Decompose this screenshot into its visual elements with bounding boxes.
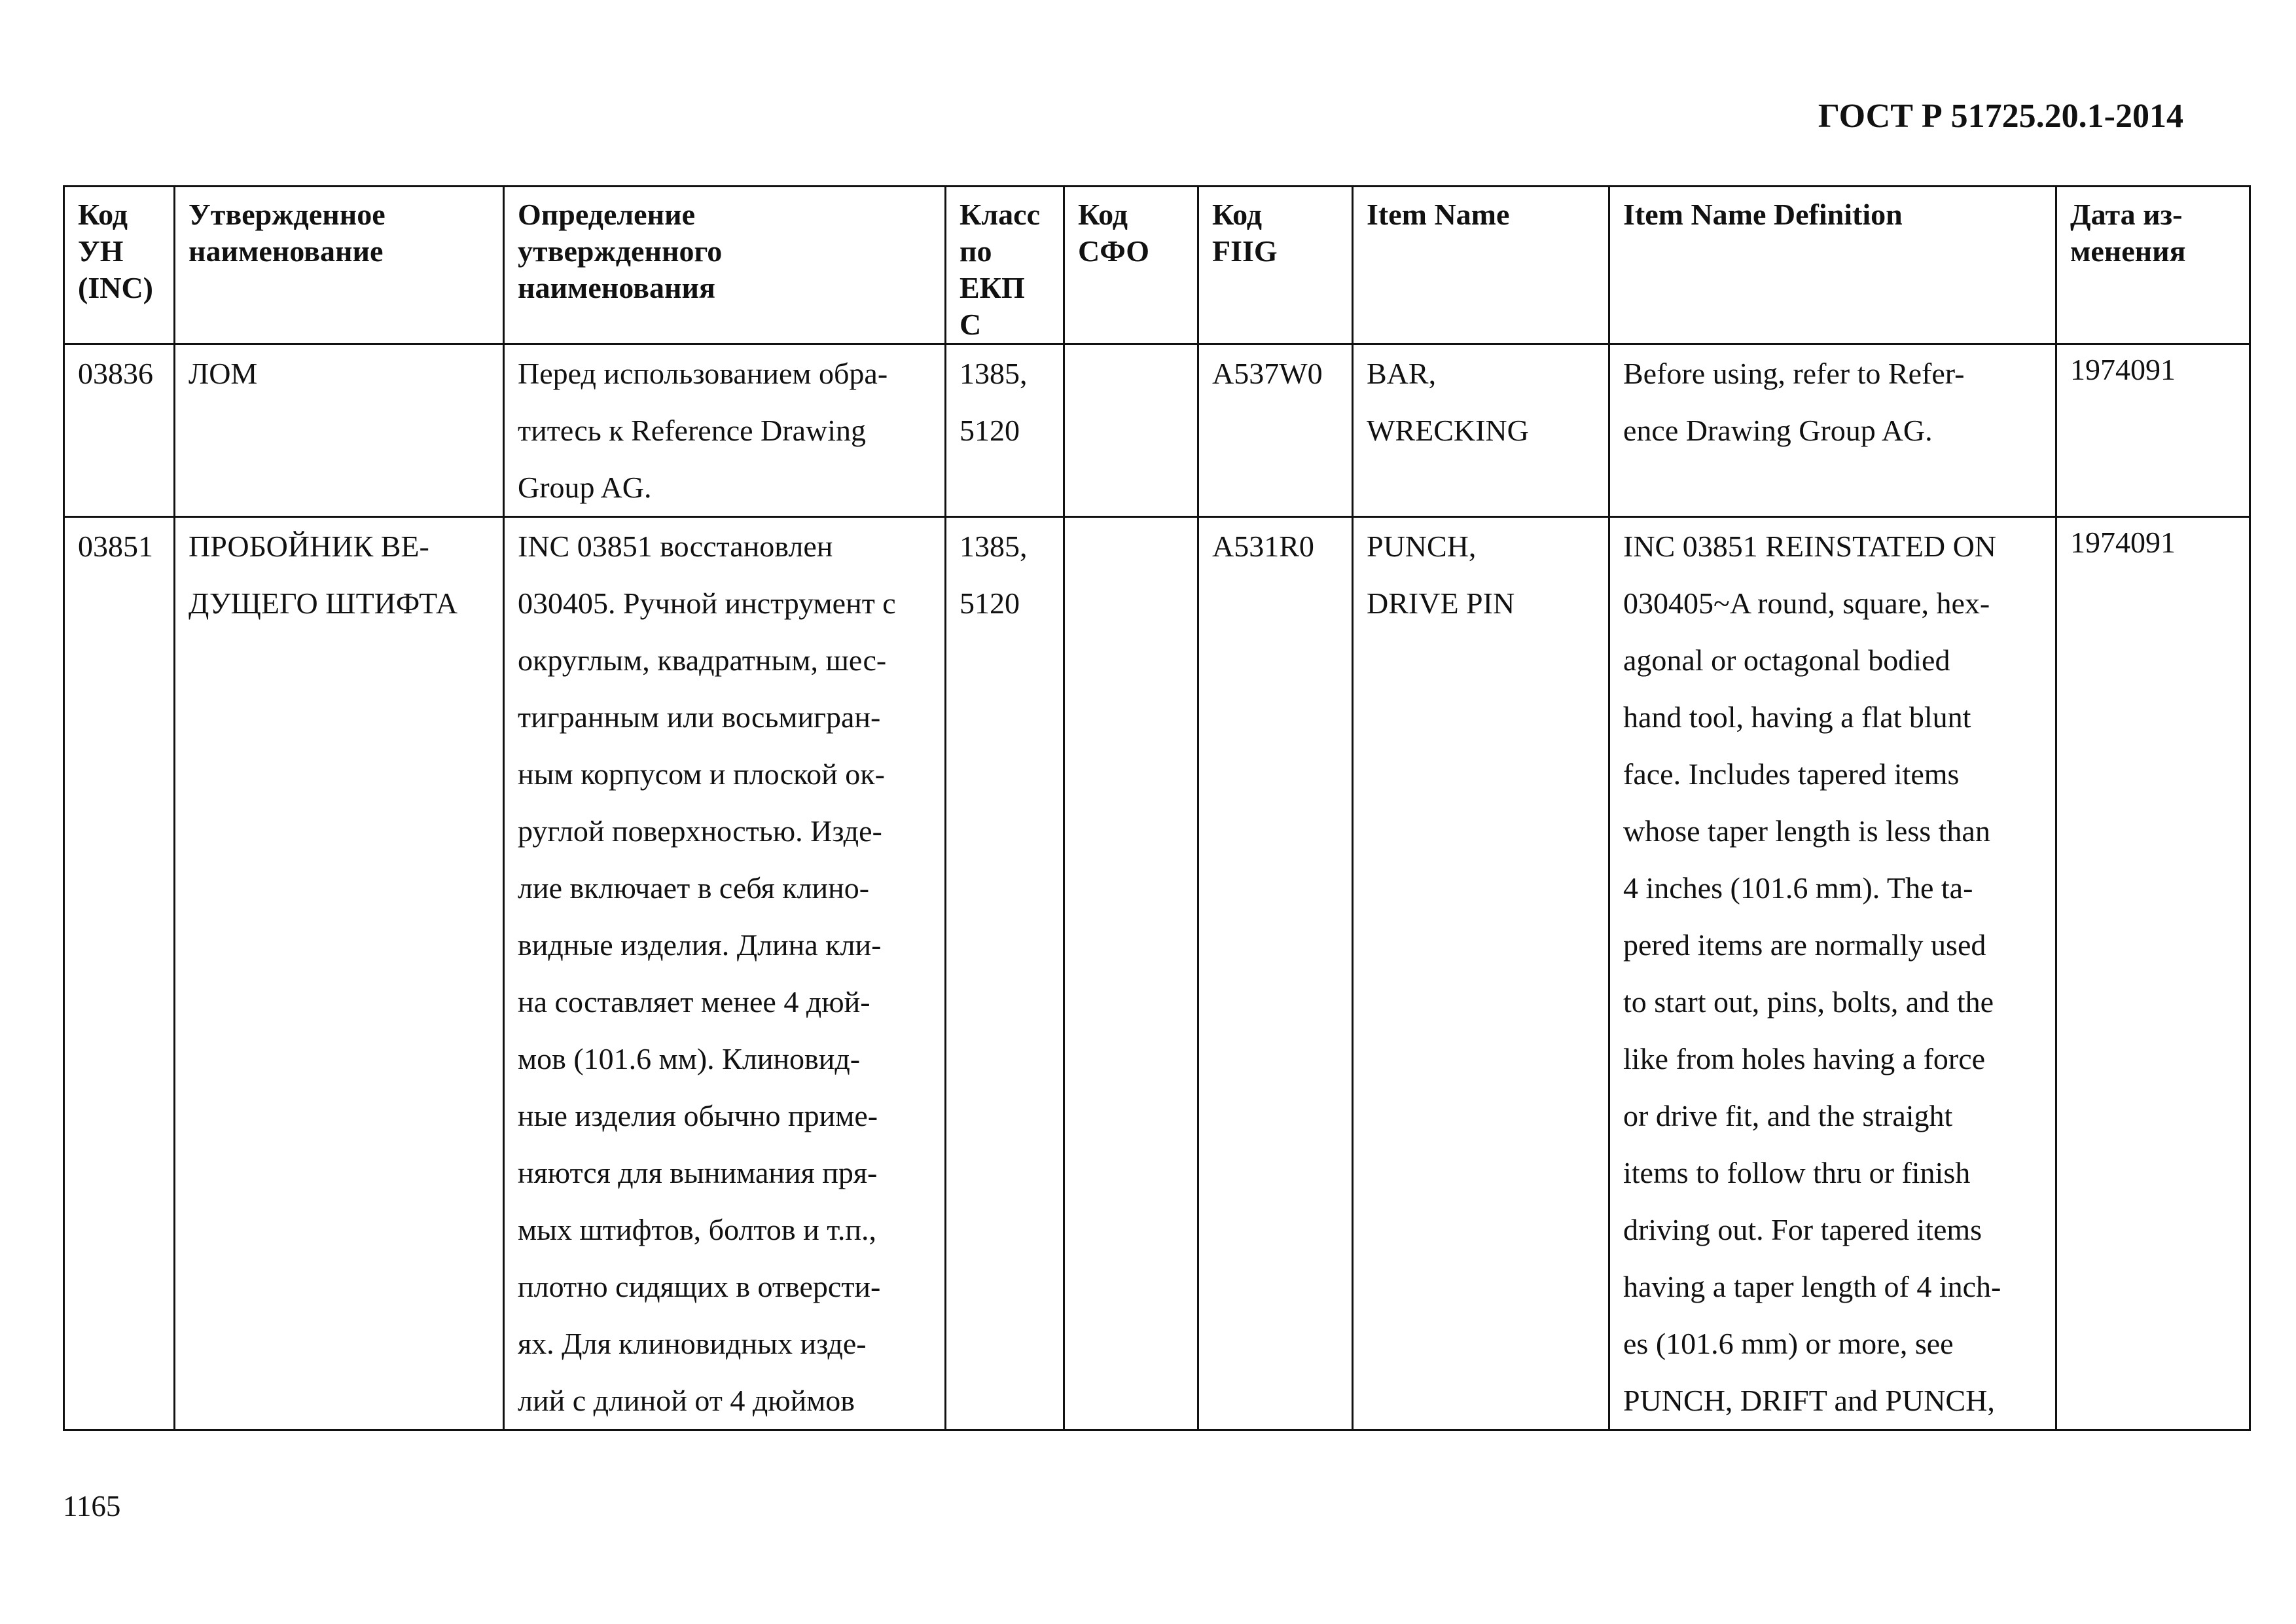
cell-fiig: A537W0 — [1198, 344, 1353, 517]
col-header-item-name-definition: Item Name Definition — [1609, 187, 2056, 344]
col-header-change-date: Дата из- менения — [2056, 187, 2250, 344]
item-names-table — [63, 185, 2251, 1431]
col-header-fiig: Код FIIG — [1198, 187, 1353, 344]
cell-name-definition: Перед использованием обра- титесь к Reference Drawing Group AG. — [504, 344, 946, 517]
col-header-sfo: Код СФО — [1064, 187, 1198, 344]
table-header-row — [64, 187, 2250, 344]
cell-sfo — [1064, 517, 1198, 1430]
cell-sfo — [1064, 344, 1198, 517]
cell-class: 1385, 5120 — [946, 344, 1064, 517]
col-header-approved-name: Утвержденное наименование — [175, 187, 504, 344]
cell-inc: 03851 — [64, 517, 175, 1430]
cell-approved-name: ПРОБОЙНИК ВЕ- ДУЩЕГО ШТИФТА — [175, 517, 504, 1430]
col-header-name-definition: Определение утвержденного наименования — [504, 187, 946, 344]
cell-item-name: BAR, WRECKING — [1353, 344, 1609, 517]
standard-designation: ГОСТ Р 51725.20.1-2014 — [1818, 98, 2183, 135]
cell-item-name-definition: Before using, refer to Refer- ence Drawing Group AG. — [1609, 344, 2056, 517]
table-row — [64, 517, 2250, 1430]
cell-change-date: 1974091 — [2056, 517, 2250, 1430]
cell-item-name: PUNCH, DRIVE PIN — [1353, 517, 1609, 1430]
table-row — [64, 344, 2250, 517]
col-header-inc: Код УН (INC) — [64, 187, 175, 344]
col-header-class: Класс по ЕКП С — [946, 187, 1064, 344]
cell-change-date: 1974091 — [2056, 344, 2250, 517]
page-number: 1165 — [63, 1490, 121, 1523]
cell-fiig: A531R0 — [1198, 517, 1353, 1430]
col-header-item-name: Item Name — [1353, 187, 1609, 344]
cell-item-name-definition: INC 03851 REINSTATED ON 030405~A round, square, hex- agonal or octagonal bodied hand tool, having a flat blunt face. Includes tapered items whose taper length is less than 4 inches (101.6 mm). The ta- pered items are normally used to start out, pins, bolts, and the like from holes having a force or drive fit, and the straight items to follow thru or finish driving out. For tapered items having a taper length of 4 inch- es (101.6 mm) or more, see PUNCH, DRIFT and PUNCH, — [1609, 517, 2056, 1430]
cell-approved-name: ЛОМ — [175, 344, 504, 517]
cell-inc: 03836 — [64, 344, 175, 517]
cell-name-definition: INC 03851 восстановлен 030405. Ручной инструмент с округлым, квадратным, шес- тигранным или восьмигран- ным корпусом и плоской ок- руглой поверхностью. Изде- лие включает в себя клино- видные изделия. Длина кли- на составляет менее 4 дюй- мов (101.6 мм). Клиновид- ные изделия обычно приме- няются для вынимания пря- мых штифтов, болтов и т.п., плотно сидящих в отверсти- ях. Для клиновидных изде- лий с длиной от 4 дюймов — [504, 517, 946, 1430]
cell-class: 1385, 5120 — [946, 517, 1064, 1430]
